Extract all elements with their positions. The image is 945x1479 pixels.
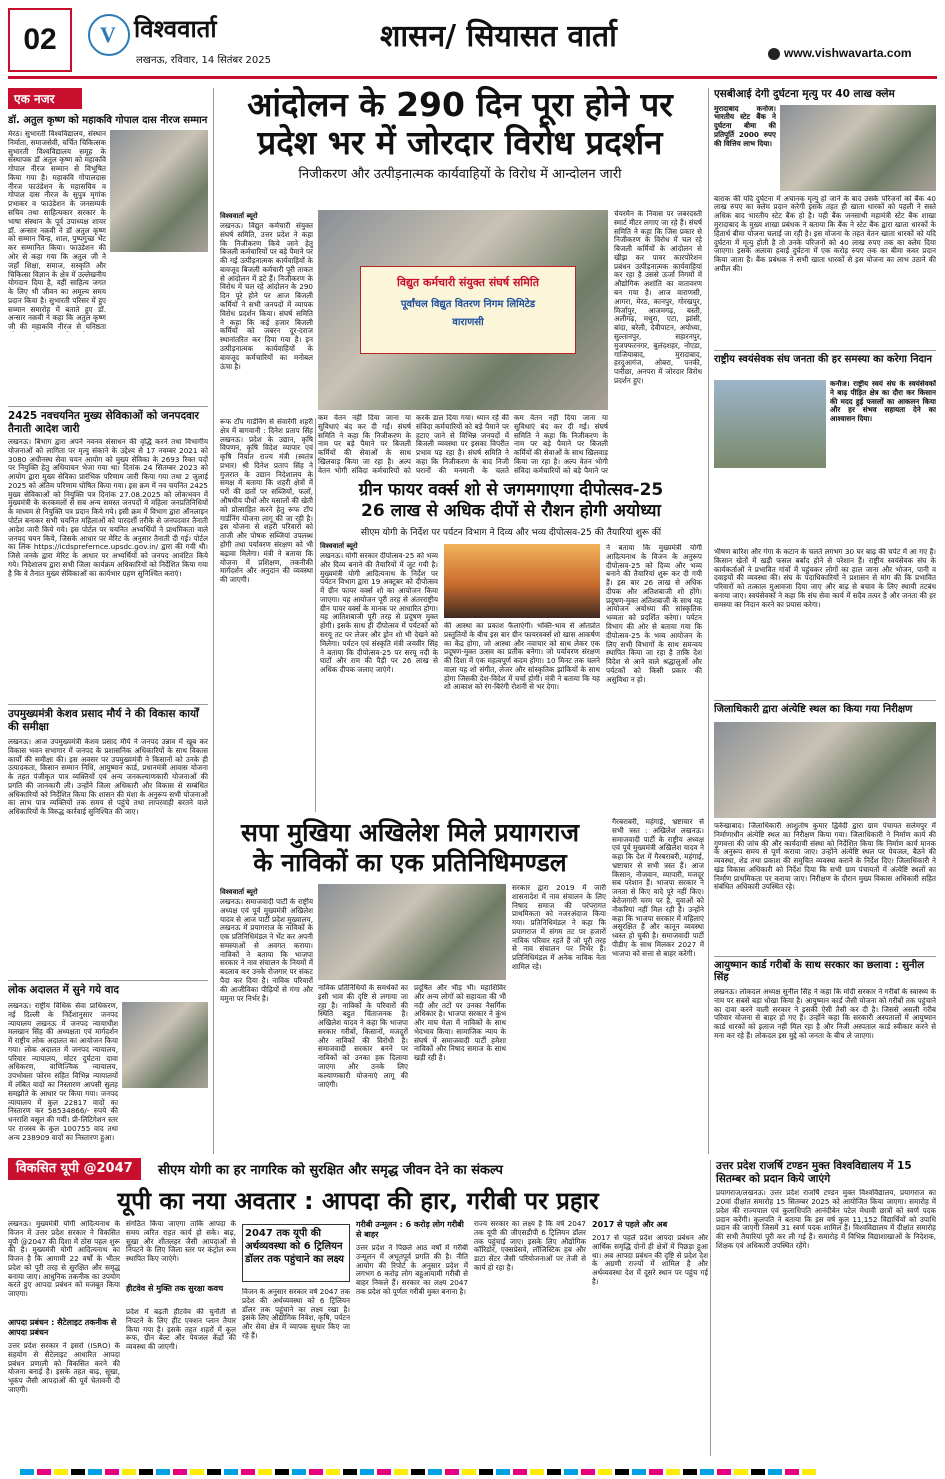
website-url: www.vishwavarta.com (784, 46, 912, 60)
banner-line2: पूर्वांचल विद्युत वितरण निगम लिमिटेड (400, 299, 536, 310)
globe-icon (768, 48, 780, 60)
lead-body-col2b (416, 414, 509, 474)
deepotsav-byline: विश्ववार्ता ब्यूरो (320, 542, 358, 550)
rss-photo-caption: कनौज। राष्ट्रीय स्वयं संघ के स्वयंसेवकों ने बाढ़ पीड़ित क्षेत्र का दौरा कर किसान की मदद हुई फसलों का आकलन किया और हर संभव सहायता देने का आश्वासन दिया। (830, 380, 936, 424)
masthead-rule (8, 76, 937, 79)
economy-highlight-box: 2047 तक यूपी की अर्थव्यवस्था को 6 ट्रिलियन डॉलर तक पहुंचाने का लक्ष्य (242, 1224, 350, 1282)
dm-inspection-photo (714, 722, 936, 818)
sapa-byline: विश्ववार्ता ब्यूरो (220, 888, 258, 896)
bottom-body-col4: उत्तर प्रदेश ने पिछले आठ वर्षों में गरीबी उन्मूलन में अभूतपूर्व प्रगति की है। नीति आयोग की रिपोर्ट के अनुसार प्रदेश में लगभग 6 करोड़ लोग बहुआयामी गरीबी से बाहर निकले हैं। सरकार का लक्ष्य 2047 तक प्रदेश को पूर्णतः गरीबी मुक्त बनाना है। (356, 1244, 468, 1296)
ek-nazar-column (8, 88, 208, 1154)
sapa-body-col1: लखनऊ। समाजवादी पार्टी के राष्ट्रीय अध्यक्ष एवं पूर्व मुख्यमंत्री अखिलेश यादव से आज पार्टी प्रदेश मुख्यालय, लखनऊ में प्रयागराज के नाविकों के एक प्रतिनिधिमंडल ने भेंट कर अपनी समस्याओं से अवगत कराया। नाविकों ने बताया कि भाजपा सरकार ने नाव संचालन के नियमों में बदलाव कर उनके रोजगार पर संकट पैदा कर दिया है। नाविक परिवारों की आजीविका पीढ़ियों से गंगा और यमुना पर निर्भर है। (220, 898, 313, 1003)
masthead (8, 8, 937, 74)
bottom-sub-before-after: 2017 से पहले और अब (592, 1220, 668, 1229)
bottom-sub-heatwave: हीटवेव से मुक्ति तक सुरक्षा कवच (126, 1284, 224, 1293)
sapa-body-col4: सरकार द्वारा 2019 में जारी शासनादेश में नाव संचालन के लिए निषाद समाज की परंपरागत प्राथमिकता को नजरअंदाज किया गया। प्रतिनिधिमंडल ने कहा कि प्रयागराज में संगम तट पर हजारों नाविक परिवार रहते हैं जो पूरी तरह से नाव संचालन पर निर्भर हैं। प्रतिनिधिमंडल में अनेक नाविक नेता शामिल रहे। (512, 884, 606, 972)
vikasit-up-subtitle: सीएम योगी का हर नागरिक को सुरक्षित और समृद्ध जीवन देने का संकल्प (158, 1163, 503, 1178)
story-mukhya-sevika-headline: 2425 नवचयनित मुख्य सेविकाओं को जनपदवार तैनाती आदेश जारी (8, 410, 199, 435)
ek-nazar-label: एक नजर (8, 88, 82, 109)
deepotsav-headline-line2: 26 लाख से अधिक दीपों से रौशन होगी अयोध्या (361, 501, 661, 522)
deepotsav-story (320, 480, 702, 538)
lead-byline: विश्ववार्ता ब्यूरो (220, 212, 258, 220)
rss-body: भीषण बारिश और गंगा के कटान के चलते लगभग 30 घर बाढ़ की चपेट में आ गए हैं। किसान खेतों में खड़ी फसल बर्बाद होने से परेशान हैं। राष्ट्रीय स्वयंसेवक संघ के कार्यकर्ताओं ने प्रभावित गांवों में पहुंचकर लोगों का हाल जाना और भोजन, पानी व दवाइयों की व्यवस्था की। संघ के पदाधिकारियों ने प्रशासन से मांग की कि प्रभावित परिवारों को तत्काल मुआवजा दिया जाए और बाढ़ से बचाव के लिए स्थायी तटबंध बनाया जाए। स्वयंसेवकों ने कहा कि संघ सेवा कार्य में सदैव तत्पर है और जनता की हर समस्या का निदान करने का प्रयास करेगा। (714, 548, 936, 609)
lead-headline-line2: प्रदेश भर में जोरदार विरोध प्रदर्शन (257, 122, 663, 162)
banner-line1: विद्युत कर्मचारी संयुक्त संघर्ष समिति (397, 276, 539, 289)
lead-subhead: निजीकरण और उत्पीड़नात्मक कार्यवाहियों के विरोध में आन्दोलन जारी (298, 166, 622, 182)
dm-inspection-headline: जिलाधिकारी द्वारा अंत्येष्टि स्थल का किया गया निरीक्षण (714, 704, 913, 715)
bottom-sub-poverty: गरीबी उन्मूलन : 6 करोड़ लोग गरीबी से बाहर (356, 1220, 464, 1239)
convocation-story (716, 1160, 936, 1439)
sbi-photo-caption: मुरादाबाद कनोज। भारतीय स्टेट बैंक ने दुर्घटना बीमा की प्रतिपूर्ति 2000 रुपए की वित्तिय लाभ दिया। (714, 104, 776, 148)
lead-body-col1: लखनऊ। विद्युत कर्मचारी संयुक्त संघर्ष समिति, उत्तर प्रदेश ने कहा कि निजीकरण किये जाने हेतु बिजली कर्मचारियों पर बड़े पैमाने पर की गई उत्पीड़नात्मक कार्यवाहियों के बावजूद बिजली कर्मचारी पूरी ताकत से आंदोलन में डटे हैं। निजीकरण के विरोध में चल रहे आंदोलन के 290 दिन पूरे होने पर आज बिजली कर्मियों ने सभी जनपदों में व्यापक विरोध प्रदर्शन किया। संघर्ष समिति ने कहा कि कई हजार बिजली कर्मियों को जबरन दूर-दराज स्थानांतरित कर दिया गया है। इन उत्पीड़नात्मक कार्यवाहियों के बावजूद कर्मचारियों का मनोबल ऊंचा है। (220, 222, 313, 371)
award-photo (110, 130, 208, 252)
story-atul-krishna-headline: डॉ. अतुल कृष्ण को महाकवि गोपाल दास नीरज सम्मान (8, 115, 208, 126)
paper-logo-icon: V (88, 14, 130, 56)
bottom-body-col2: संगठित किया जाएगा ताकि आपदा के समय त्वरित राहत कार्य हो सके। बाढ़, सूखा और शीतलहर जैसी आपदाओं से निपटने के लिए जिला स्तर पर कंट्रोल रूम स्थापित किए जाएंगे। (126, 1220, 236, 1264)
story-atul-krishna-body-a (8, 130, 106, 332)
lead-headline-line1: आंदोलन के 290 दिन पूरा होने पर (247, 85, 673, 124)
story-keshav-maurya-body: लखनऊ। आज उपमुख्यमंत्री केशव प्रसाद मौर्य ने जनपद उन्नाव में खूब कर विकास भवन सभागार में जनपद के प्रशासनिक अधिकारियों के साथ विकास कार्यों की समीक्षा की। इस अवसर पर उपमुख्यमंत्री ने किसानों को उनके ही उत्पादकता, किसान सम्मान निधि, आयुष्मान कार्ड, प्रधानमंत्री आवास योजना के तहत पंजीकृत पात्र व्यक्तियों एवं अन्य जनकल्याणकारी योजनाओं की प्रगति की जानकारी ली। उन्होंने जिला अधिकारी और विकास से सम्बंधित अधिकारियों को निर्देशित किया कि शासन की मंशा के अनुरूप सभी योजनाओं का लाभ पात्र व्यक्तियों तक समय से पहुंचे तथा लापरवाही बरतने वाले अधिकारियों के विरुद्ध कार्रवाई सुनिश्चित की जाए। (8, 738, 208, 817)
lead-body-col3-cont: कम वेतन नहीं दिया जाना या सुविधाएं बंद कर दी गईं। संघर्ष समिति ने कहा कि निजीकरण के नाम पर बड़े पैमाने पर बिजली कर्मियों की सेवाओं के साथ खिलवाड़ किया जा रहा है। अल्प वेतन भोगी संविदा कर्मचारियों को बड़े पैमाने पर (514, 414, 608, 474)
vikasit-up-tag: विकसित यूपी @2047 (8, 1158, 141, 1180)
bottom-headline: यूपी का नया अवतार : आपदा की हार, गरीबी पर प्रहार (117, 1187, 599, 1215)
deepotsav-body-col2: की आस्था का प्रकाश फैलाएंगी। भक्ति-भाव से ओतप्रोत प्रस्तुतियों के बीच इस बार ग्रीन फायरवर्क्स शो खास आकर्षण का केंद्र होगा, जो आस्था और नवाचार को साथ लेकर एक प्रदूषण-मुक्त उत्सव का प्रतीक बनेगा। जो पर्यावरण संरक्षण की दिशा में एक महत्वपूर्ण कदम होगा। 10 मिनट तक चलने वाला यह शो संगीत, लेजर और सांस्कृतिक झांकियों के साथ होगा जिसकी देश-विदेश में चर्चा होगी। मंत्री ने बताया कि यह शो आकाश को रंग-बिरंगी रोशनी से भर देगा। (444, 622, 600, 692)
section-title: शासन/ सियासत वार्ता (380, 19, 617, 54)
lead-body-col3: करके डाल दिया गया। ध्यान रहे की संविदा कर्मचारियों को बड़े पैमाने पर हटाए जाने से विभिन्न जनपदों में बिजली व्यवस्था पर इसका विपरीत प्रभाव पड़ रहा है। संघर्ष समिति ने कहा कि निजीकरण के बाद निजी घरानों की मनमानी के चलते (416, 414, 509, 474)
right-column (714, 88, 936, 1154)
sapa-photo (318, 884, 506, 980)
page-number: 02 (8, 8, 72, 72)
akhilesh-statement-story: गैरबराबरी, महंगाई, भ्रष्टाचार से सभी त्रस्त : अखिलेश लखनऊ। समाजवादी पार्टी के राष्ट्रीय अध्यक्ष एवं पूर्व मुख्यमंत्री अखिलेश यादव ने कहा कि देश में गैरबराबरी, महंगाई, भ्रष्टाचार से सभी त्रस्त हैं। आज किसान, नौजवान, व्यापारी, मजदूर सब परेशान हैं। भाजपा सरकार ने जनता से किए वादे पूरे नहीं किए। बेरोजगारी चरम पर है, युवाओं को नौकरियां नहीं मिल रही हैं। उन्होंने कहा कि भाजपा सरकार में महिलाएं असुरक्षित हैं और कानून व्यवस्था ध्वस्त हो चुकी है। समाजवादी पार्टी पीडीए के साथ मिलकर 2027 में भाजपा को सत्ता से बाहर करेगी। (612, 818, 704, 958)
paper-name: विश्ववार्ता (134, 15, 217, 43)
story-lok-adalat-body: लखनऊ। राष्ट्रीय विधिक सेवा प्राधिकरण, नई दिल्ली के निर्देशानुसार जनपद न्यायालय लखनऊ में जनपद न्यायाधीश मलखान सिंह की अध्यक्षता एवं मार्गदर्शन में राष्ट्रीय लोक अदालत का आयोजन किया गया। लोक अदालत में जनपद न्यायालय, परिवार न्यायालय, मोटर दुर्घटना दावा अधिकरण, वाणिज्यिक न्यायालय, उपभोक्ता फोरम सहित विभिन्न न्यायालयों में लंबित वादों का निस्तारण आपसी सुलह समझौते के आधार पर किया गया। जनपद न्यायालय में कुल 22817 वादों का निस्तारण कर 58534866/- रुपये की धनराशि वसूल की गयी। प्री-लिटिगेशन स्तर पर राजस्व के कुल 100755 वाद तथा अन्य 238909 वादों का निस्तारण हुआ। (8, 1002, 118, 1142)
bottom-body-col6: 2017 से पहले प्रदेश आपदा प्रबंधन और आर्थिक समृद्धि दोनों ही क्षेत्रों में पिछड़ा हुआ था। अब आपदा प्रबंधन की दृष्टि से प्रदेश देश के अग्रणी राज्यों में शामिल है और अर्थव्यवस्था देश में दूसरे स्थान पर पहुंच गई है। (592, 1234, 708, 1286)
bottom-body-col2b: प्रदेश में बढ़ती हीटवेव की चुनौती से निपटने के लिए हीट एक्शन प्लान तैयार किया गया है। इसके तहत शहरों में कूल रूफ, ग्रीन बेल्ट और पेयजल केंद्रों की व्यवस्था की जाएगी। (126, 1308, 236, 1352)
bottom-body-col1: लखनऊ। मुख्यमंत्री योगी आदित्यनाथ के विजन में उत्तर प्रदेश सरकार ने विकसित यूपी @2047 की दिशा में ठोस पहल शुरू की है। मुख्यमंत्री योगी आदित्यनाथ का विजन है कि आगामी 22 वर्षों के भीतर प्रदेश को पूरी तरह से सुरक्षित और समृद्ध बनाया जाए। आधुनिक तकनीक का उपयोग करते हुए आपदा प्रबंधन को मजबूत किया जाएगा। (8, 1220, 120, 1299)
lead-body-col3b (514, 414, 608, 474)
ayushman-body: लखनऊ। लोकदल अध्यक्ष सुनील सिंह ने कहा कि मोदी सरकार ने गरीबों के स्वास्थ्य के नाम पर सबसे बड़ा धोखा किया है। आयुष्मान कार्ड जैसी योजना को गरीबों तक पहुंचाने का दावा करने वाली सरकार ने इसकी ऐसी तैसी कर दी है। जिससे असली गरीब परिवार योजना से बाहर हो गए हैं। उन्होंने कहा कि सरकारी अस्पतालों में आयुष्मान कार्ड धारकों को इलाज नहीं मिल रहा है और निजी अस्पताल कार्ड स्वीकार करने से मना कर रहे हैं। लोकदल इस मुद्दे को जनता के बीच ले जाएगा। (714, 988, 936, 1040)
lead-body-col2: कम वेतन नहीं दिया जाना या सुविधाएं बंद कर दी गईं। संघर्ष समिति ने कहा कि निजीकरण के नाम पर बड़े पैमाने पर बिजली कर्मियों की सेवाओं के साथ खिलवाड़ किया जा रहा है। अल्प वेतन भोगी संविदा कर्मचारियों को (318, 414, 411, 474)
dm-inspection-body: फर्रुखाबाद। जिलाधिकारी आशुतोष कुमार द्विवेदी द्वारा ग्राम पंचायत सलेमपुर में निर्माणाधीन अंत्येष्टि स्थल का निरीक्षण किया गया। जिलाधिकारी ने निर्माण कार्य की गुणवत्ता की जांच की और कार्यदायी संस्था को निर्देशित किया कि निर्माण कार्य मानक के अनुरूप समय से पूर्ण कराया जाए। उन्होंने अंत्येष्टि स्थल पर पेयजल, बैठने की व्यवस्था, शेड तथा प्रकाश की समुचित व्यवस्था कराने के निर्देश दिए। जिलाधिकारी ने खंड विकास अधिकारी को निर्देश दिया कि सभी ग्राम पंचायतों में अंत्येष्टि स्थलों का निर्माण प्राथमिकता पर कराया जाए। निरीक्षण के दौरान मुख्य विकास अधिकारी सहित संबंधित अधिकारी उपस्थित रहे। (714, 822, 936, 892)
vikasit-up-band (8, 1158, 708, 1180)
ayushman-headline: आयुष्मान कार्ड गरीबों के साथ सरकार का छलावा : सुनील सिंह (714, 960, 924, 983)
sbi-photo (780, 105, 936, 191)
sapa-body-col3: प्रदूषित और भीड़ भी। महाशिविर और अन्य लोगों को सहायता की भी नदी और तटों पर उनका नैसर्गिक अधिकार है। भाजपा सरकार ने कुंभ और माघ मेला में नाविकों के साथ भेदभाव किया। सामाजिक न्याय के संघर्ष में समाजवादी पार्टी हमेशा नाविकों और निषाद समाज के साथ खड़ी रही है। (414, 984, 506, 1063)
protest-photo (318, 210, 608, 410)
sapa-headline-line2: के नाविकों का एक प्रतिनिधिमण्डल (253, 848, 567, 877)
sapa-body-col2: नाविक प्रतिनिधियों के समर्थकों का इसी भाव की दृष्टि से लगाया जा रहा है। नाविकों के परिवारों की स्थिति बहुत चिंताजनक है। अखिलेश यादव ने कहा कि भाजपा सरकार गरीबों, किसानों, मजदूरों और नाविकों की विरोधी है। समाजवादी सरकार बनने पर नाविकों को उनका हक दिलाया जाएगा और उनके लिए कल्याणकारी योजनाएं लागू की जाएंगी। (318, 984, 408, 1089)
bottom-body-col1b: उत्तर प्रदेश सरकार ने इसरो (ISRO) के सहयोग से सैटेलाइट आधारित आपदा प्रबंधन प्रणाली को विकसित करने की योजना बनाई है। इसके तहत बाढ़, सूखा, भूकंप जैसी आपदाओं की पूर्व चेतावनी दी जाएगी। (8, 1342, 120, 1394)
bottom-body-col5: राज्य सरकार का लक्ष्य है कि वर्ष 2047 तक यूपी की जीएसडीपी 6 ट्रिलियन डॉलर तक पहुंचाई जाए। इसके लिए औद्योगिक कॉरिडोर, एक्सप्रेसवे, लॉजिस्टिक हब और डाटा सेंटर जैसी परियोजनाओं पर तेजी से कार्य हो रहा है। (474, 1220, 586, 1272)
lead-body-col4: चेयरमैन के निवास पर जबरदस्ती स्मार्ट मीटर लगाए जा रहे हैं। संघर्ष समिति ने कहा कि जिस प्रकार से निजीकरण के विरोध में चल रहे बिजली कर्मियों के आंदोलन से खीझ कर पावर कारपोरेशन प्रबंधन उत्पीड़नात्मक कार्यवाहियां कर रहा है उससे ऊर्जा निगमों में औद्योगिक अशांति का वातावरण बन गया है। आज वाराणसी, आगरा, मेरठ, कानपुर, गोरखपुर, मिर्जापुर, आजमगढ़, बस्ती, अलीगढ़, मथुरा, एटा, झांसी, बांदा, बरेली, देवीपाटन, अयोध्या, सुल्तानपुर, सहारनपुर, मुजफ्फरनगर, बुलंदशहर, नोएडा, गाजियाबाद, मुरादाबाद, हरदुआगंज, ओबरा, पनकी, पारीछा, अनपरा में जोरदार विरोध प्रदर्शन हुए। (614, 210, 702, 385)
convocation-body: प्रयागराज/लखनऊ। उत्तर प्रदेश राजर्षि टण्डन मुक्त विश्वविद्यालय, प्रयागराज का 20वां दीक्षांत समारोह 15 सितम्बर 2025 को आयोजित किया जाएगा। समारोह में प्रदेश की राज्यपाल एवं कुलाधिपति आनंदीबेन पटेल मेधावी छात्रों को स्वर्ण पदक प्रदान करेंगी। कुलपति ने बताया कि इस वर्ष कुल 11,152 विद्यार्थियों को उपाधि प्रदान की जाएगी जिसमें 31 स्वर्ण पदक शामिल हैं। विश्वविद्यालय में दीक्षांत समारोह की सभी तैयारियां पूरी कर ली गई हैं। समारोह में विभिन्न विद्याशाखाओं के निदेशक, शिक्षक एवं अधिकारी उपस्थित रहेंगे। (716, 1189, 936, 1250)
lok-adalat-photo (122, 1002, 208, 1088)
rooftop-gardening-story: रूफ टॉप गार्डनिंग से संवारेंगी शहरी क्षेत्र में बागवानी : दिनेश प्रताप सिंह लखनऊ। प्रदेश के उद्यान, कृषि विपणन, कृषि विदेश व्यापार एवं कृषि निर्यात राज्य मंत्री (स्वतंत्र प्रभार) श्री दिनेश प्रताप सिंह ने गुजरात के उद्यान निदेशालय के समक्ष में बताया कि शहरी क्षेत्रों में घरों की छतों पर सब्जियों, फलों, औषधीय पौधों और मसालों की खेती को प्रोत्साहित करने हेतु रूफ टॉप गार्डनिंग योजना लागू की जा रही है। इस योजना से शहरी परिवारों को ताजी और पोषक सब्जियां उपलब्ध होंगी तथा पर्यावरण संरक्षण को भी बढ़ावा मिलेगा। मंत्री ने बताया कि योजना में प्रशिक्षण, तकनीकी मार्गदर्शन और अनुदान की व्यवस्था की जाएगी। (220, 418, 313, 585)
deepotsav-body-col3: ने बताया कि मुख्यमंत्री योगी आदित्यनाथ के विजन के अनुरूप दीपोत्सव-25 को दिव्य और भव्य बनाने की तैयारियां शुरू कर दी गयी हैं। इस बार 26 लाख से अधिक दीपक और अतिशबाजी शो होंगे। प्रदूषण-मुक्त अतिशबाजी के साथ यह आयोजन अयोध्या की सांस्कृतिक भव्यता को प्रदर्शित करेगा। पर्यटन विभाग की ओर से बताया गया कि दीपोत्सव-25 के भव्य आयोजन के लिए सभी विभागों के साथ समन्वय स्थापित किया जा रहा है ताकि देश विदेश से आने वाले श्रद्धालुओं और पर्यटकों को किसी प्रकार की असुविधा न हो। (606, 544, 702, 684)
deepotsav-headline-line1: ग्रीन फायर वर्क्स शो से जगमगाएगा दीपोत्सव-25 (358, 480, 664, 500)
sbi-claim-headline: एसबीआई देगी दुर्घटना मृत्यु पर 40 लाख क्लेम (714, 88, 895, 100)
sapa-headline-line1: सपा मुखिया अखिलेश मिले प्रयागराज (240, 818, 580, 847)
story-mukhya-sevika-body: लखनऊ। बिभाग द्वारा अपने नवनव संसाधन की वृद्धि करने तथा विभागीय योजनाओं को लागिता पर मृत्यु संकाने के उद्देश्य से 17 नवम्बर 2021 को 3080 अधीनस्थ सेवा चयन आयोग को मुख्य सेविका के 2693 रिक्त पदों पर नियुक्ति हेतु अधियाचन भेजा गया था। दिनांक 24 सितम्बर 2023 को आयोग द्वारा मुख्य सेविका प्रारंभिक परिणाम जारी किया गया तथा 2 जुलाई 2025 को अंतिम परिणाम घोषित किया गया। इस क्रम में नव चयनित 2425 मुख्य सेविकाओं को नियुक्ति पत्र दिनांक 27.08.2025 को लोकभवन में मुख्यमंत्री के करकमलों से सब अन्य समस्त जनपदों में महिला जनप्रतिनिधियों के माध्यम से नियुक्ति पत्र प्रदान किये गये। इसी क्रम में विभाग द्वारा ऑनलाइन पोर्टल बनाकर सभी चयनित महिलाओं को पारदर्शी तरीके से जनपदवार तैनाती आदेश जारी किये गये। इस पोर्टल पर चयनित अभ्यर्थियों ने प्राथमिकता वाले जनपद चयन किये, जिसके आधार पर मेरिट के अनुसार तैनाती दी गई। पोर्टल का लिंक https://icdsprefernce.upsdc.gov.in/ द्वारा की गयी थी। जिसे जनके द्वारा मेरिट के आधार पर अभ्यर्थियों को जनपद आवंटित किये गये। निदेशालय द्वारा सभी जिला कार्यक्रम अधिकारियों को निर्देशित किया गया है कि वे तैनात मुख्य सेविकाओं का कार्यभार ग्रहण सुनिश्चित कराएं। (8, 438, 208, 578)
sapa-story (220, 818, 600, 878)
protest-banner (360, 266, 576, 354)
dateline: लखनऊ, रविवार, 14 सितंबर 2025 (136, 55, 271, 66)
convocation-headline: उत्तर प्रदेश राजर्षि टण्डन मुक्त विश्वविद्यालय में 15 सितम्बर को प्रदान किये जाएंगे (716, 1160, 912, 1185)
deepotsav-photo (444, 544, 600, 618)
bottom-body-col3: विजन के अनुसार सरकार वर्ष 2047 तक प्रदेश की अर्थव्यवस्था को 6 ट्रिलियन डॉलर तक पहुंचाने का लक्ष्य रखा है। इसके लिए औद्योगिक निवेश, कृषि, पर्यटन और सेवा क्षेत्र में व्यापक सुधार किए जा रहे हैं। (242, 1288, 350, 1340)
story-lok-adalat-headline: लोक अदालत में सुने गये वाद (8, 984, 119, 996)
sbi-claim-body: बाराक की यदि दुर्घटना में अचानक मृत्यु हो जाने के बाद उसके परिजनों को बैंक 40 लाख रुपए का क्लेम प्रदान करेगी इसके तहत ही खाता धारकों को पहली ने सस्ते अधिक बाद भारतीय स्टेट बैंक हो है। यही बैंक जनसाथी महामंत्री स्टेट बैंक शाखा मुरादाबाद के मुख्य शाखा प्रबंधक ने बताया कि बैंक ने स्टेट बैंक द्वारा खाता धारकों के हितार्थ बीमा योजना चलाई जा रही है। इस योजना के तहत वेतन खाता धारकों को यदि दुर्घटना में मृत्यु होती है तो उनके परिजनों को 40 लाख रुपए तक का क्लेम दिया जाएगा। इसके अलावा हवाई दुर्घटना में एक करोड़ रुपए तक का बीमा कवर प्रदान किया जाता है। बैंक प्रबंधक ने सभी खाता धारकों से इस योजना का लाभ उठाने की अपील की। (714, 194, 936, 273)
deepotsav-subhead: सीएम योगी के निर्देश पर पर्यटन विभाग ने दिव्य और भव्य दीपोत्सव-25 की तैयारियां शुरू कीं (360, 527, 662, 538)
story-keshav-maurya-headline: उपमुख्यमंत्री केशव प्रसाद मौर्य ने की विकास कार्यों की समीक्षा (8, 708, 199, 733)
story-atul-krishna-text: मेरठ। सुभारती विश्वविद्यालय, संस्थान निर्माता, समाजसेवी, चर्चित चिकित्सक सुभारती विश्वविद्यालय समूह के संस्थापक डॉ अतुल कृष्ण को महाकवि गोपाल नीरज सम्मान से विभूषित किया गया है। महाकवि गोपालदास नीरज फाउंडेशन के महासचिव व गोपाल दास नीरज के सुपुत्र मृगांक प्रभाकर व फाउंडेशन के जनसम्पर्क सचिव तथा साहित्यकार सरकार के भाषा संस्थान के पूर्व उपाध्यक्ष शायर डॉ. अन्सार नक़वी ने डॉ अतुल कृष्ण को सम्मान चिन्ह, शाल, पुष्पगुच्छ भेंट कर सम्मानित किया। फाउंडेशन की ओर से कहा गया कि अतुल जी ने जहाँ शिक्षा, समाज, सस्कृति और चिकित्सा विज्ञान के क्षेत्र में उल्लेखनीय योगदान दिया है, वहीं साहित्य जगत के लिए भी जीवन का अमूल्य समय प्रदान किया है। सुभारती परिसर में हुए सम्मान समारोह में बताते हुए डॉ. अन्सार नक़वी ने कहा कि अतुल कृष्ण जी की महाकवि नीरज से घनिष्ठता (8, 130, 106, 332)
banner-line3: वाराणसी (452, 317, 484, 328)
print-registration-bar (20, 1460, 920, 1468)
bottom-sub-disaster: आपदा प्रबंधन : सैटेलाइट तकनीक से आपदा प्रबंधन (8, 1318, 117, 1337)
lead-story (220, 86, 700, 182)
rss-headline: राष्ट्रीय स्वयंसेवक संघ जनता की हर समस्या का करेगा निदान (714, 354, 932, 365)
deepotsav-body-col1: लखनऊ। योगी सरकार दीपोत्सव-25 को भव्य और दिव्य बनाने की तैयारियों में जुट गयी है। मुख्यमंत्री योगी आदित्यनाथ के निर्देश पर पर्यटन विभाग द्वारा 19 अक्टूबर को दीपोत्सव में ग्रीन फायर वर्क्स शो का आयोजन किया जाएगा। यह आयोजन पूरी तरह से अंतरराष्ट्रीय ग्रीन पायर वर्क्स के मानक पर आधारित होगा। यह आतिशबाजी पूरी तरह से प्रदूषण मुक्त होगी। इसके साथ ही दीपोत्सव में पर्यटकों को सरयू तट पर लेजर और ड्रोन शो भी देखने को मिलेगा। पर्यटन एवं संस्कृति मंत्री जयवीर सिंह ने बताया कि दीपोत्सव-25 पर सरयू नदी के घाटों और राम की पैड़ी पर 26 लाख से अधिक दीपक जलाए जाएंगे। (320, 552, 438, 675)
flood-photo (714, 380, 826, 468)
